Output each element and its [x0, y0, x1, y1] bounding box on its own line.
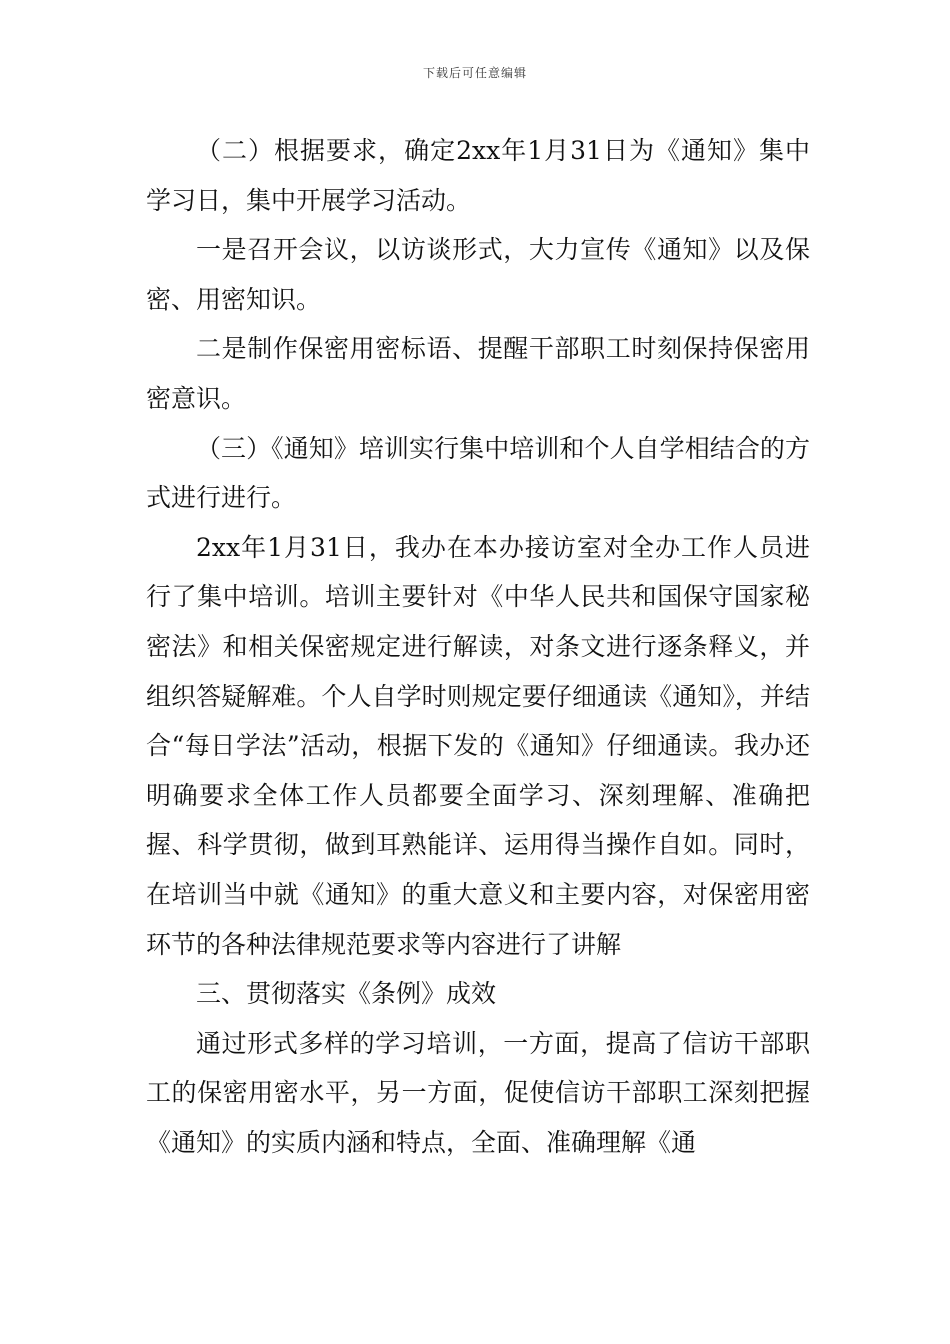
- document-body: [146, 126, 810, 1167]
- download-note: 下载后可任意编辑: [422, 66, 527, 80]
- paragraph-results: 通过形式多样的学习培训，一方面，提高了信访干部职工的保密用密水平，另一方面，促使信访干部职工深刻把握《通知》的实质内涵和特点，全面、准确理解《通: [146, 1028, 810, 1157]
- paragraph-training-details: 2xx年1月31日，我办在本办接访室对全办工作人员进行了集中培训。培训主要针对《中华人民共和国保守国家秘密法》和相关保密规定进行解读，对条文进行逐条释义，并组织答疑解难。个人自学时则规定要仔细通读《通知》，并结合“每日学法”活动，根据下发的《通知》仔细通读。我办还明确要求全体工作人员都要全面学习、深刻理解、准确把握、科学贯彻，做到耳熟能详、运用得当操作自如。同时，在培训当中就《通知》的重大意义和主要内容，对保密用密环节的各种法律规范要求等内容进行了讲解: [146, 532, 810, 959]
- section-heading-results: 三、贯彻落实《条例》成效: [196, 979, 497, 1009]
- paragraph-slogans: 二是制作保密用密标语、提醒干部职工时刻保持保密用密意识。: [146, 334, 810, 413]
- paragraph-training-mode: （三）《通知》培训实行集中培训和个人自学相结合的方式进行进行。: [146, 433, 810, 513]
- paragraph-meeting: 一是召开会议，以访谈形式，大力宣传《通知》以及保密、用密知识。: [146, 235, 810, 314]
- paragraph-study-day: （二）根据要求，确定2xx年1月31日为《通知》集中学习日，集中开展学习活动。: [146, 136, 810, 215]
